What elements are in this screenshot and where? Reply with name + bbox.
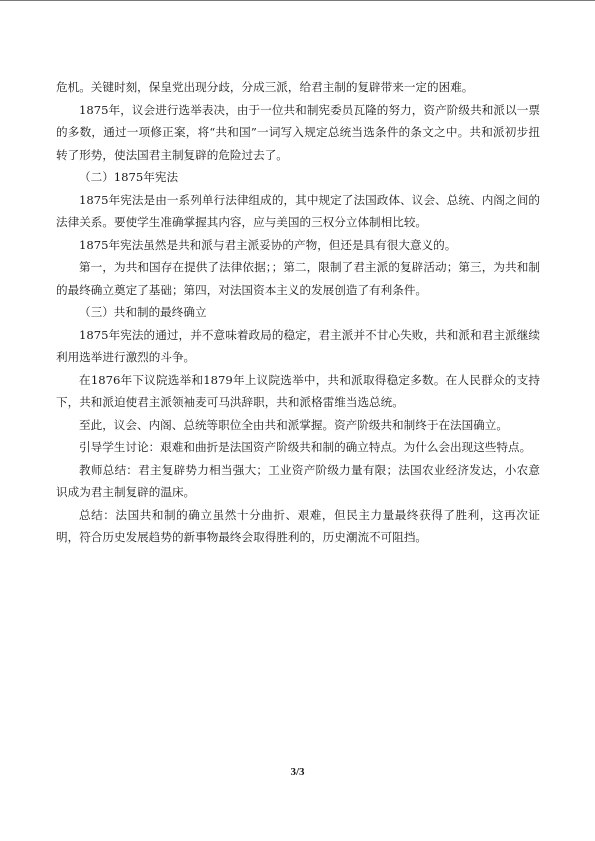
paragraph-6: 1875年宪法的通过，并不意味着政局的稳定，君主派并不甘心失败，共和派和君主派继续利用选举进行激烈的斗争。 <box>56 327 540 364</box>
paragraph-4: 1875年宪法虽然是共和派与君主派妥协的产物，但还是具有很大意义的。 <box>79 237 457 252</box>
section-heading-constitution: （二）1875年宪法 <box>79 170 179 184</box>
paragraph-1: 危机。关键时刻，保皇党出现分歧，分成三派，给君主制的复辟带来一定的困难。 <box>56 80 474 94</box>
paragraph-discussion: 引导学生讨论：艰难和曲折是法国资产阶级共和制的确立特点。为什么会出现这些特点。 <box>79 440 532 454</box>
paragraph-8: 至此，议会、内阁、总统等职位全由共和派掌握。资产阶级共和制终于在法国确立。 <box>79 417 508 432</box>
paragraph-7: 在1876年下议院选举和1879年上议院选举中，共和派取得稳定多数。在人民群众的支持下，共和派迫使君主派领袖麦可马洪辞职，共和派格雷维当选总统。 <box>56 372 540 409</box>
header-rule <box>0 0 595 1</box>
paragraph-summary: 总结：法国共和制的确立虽然十分曲折、艰难，但民主力量最终获得了胜利，这再次证明，符合历史发展趋势的新事物最终会取得胜利的，历史潮流不可阻挡。 <box>56 507 540 544</box>
page-number: 3/3 <box>290 766 305 778</box>
paragraph-5: 第一，为共和国存在提供了法律依据；；第二，限制了君主派的复辟活动；第三，为共和制的最终确立奠定了基础；第四，对法国资本主义的发展创造了有利条件。 <box>56 260 540 297</box>
paragraph-teacher-summary: 教师总结：君主复辟势力相当强大；工业资产阶级力量有限；法国农业经济发达，小农意识成为君主制复辟的温床。 <box>56 462 540 499</box>
paragraph-2: 1875年，议会进行选举表决，由于一位共和制宪委员瓦隆的努力，资产阶级共和派以一票的多数，通过一项修正案，将“共和国”一词写入规定总统当选条件的条文之中。共和派初步扭转了形势，使法国君主制复辟的危险过去了。 <box>56 102 540 162</box>
section-heading-republic: （三）共和制的最终确立 <box>79 305 207 319</box>
document-body <box>56 76 540 549</box>
paragraph-3: 1875年宪法是由一系列单行法律组成的，其中规定了法国政体、议会、总统、内阁之间的法律关系。要使学生准确掌握其内容，应与美国的三权分立体制相比较。 <box>56 192 540 229</box>
